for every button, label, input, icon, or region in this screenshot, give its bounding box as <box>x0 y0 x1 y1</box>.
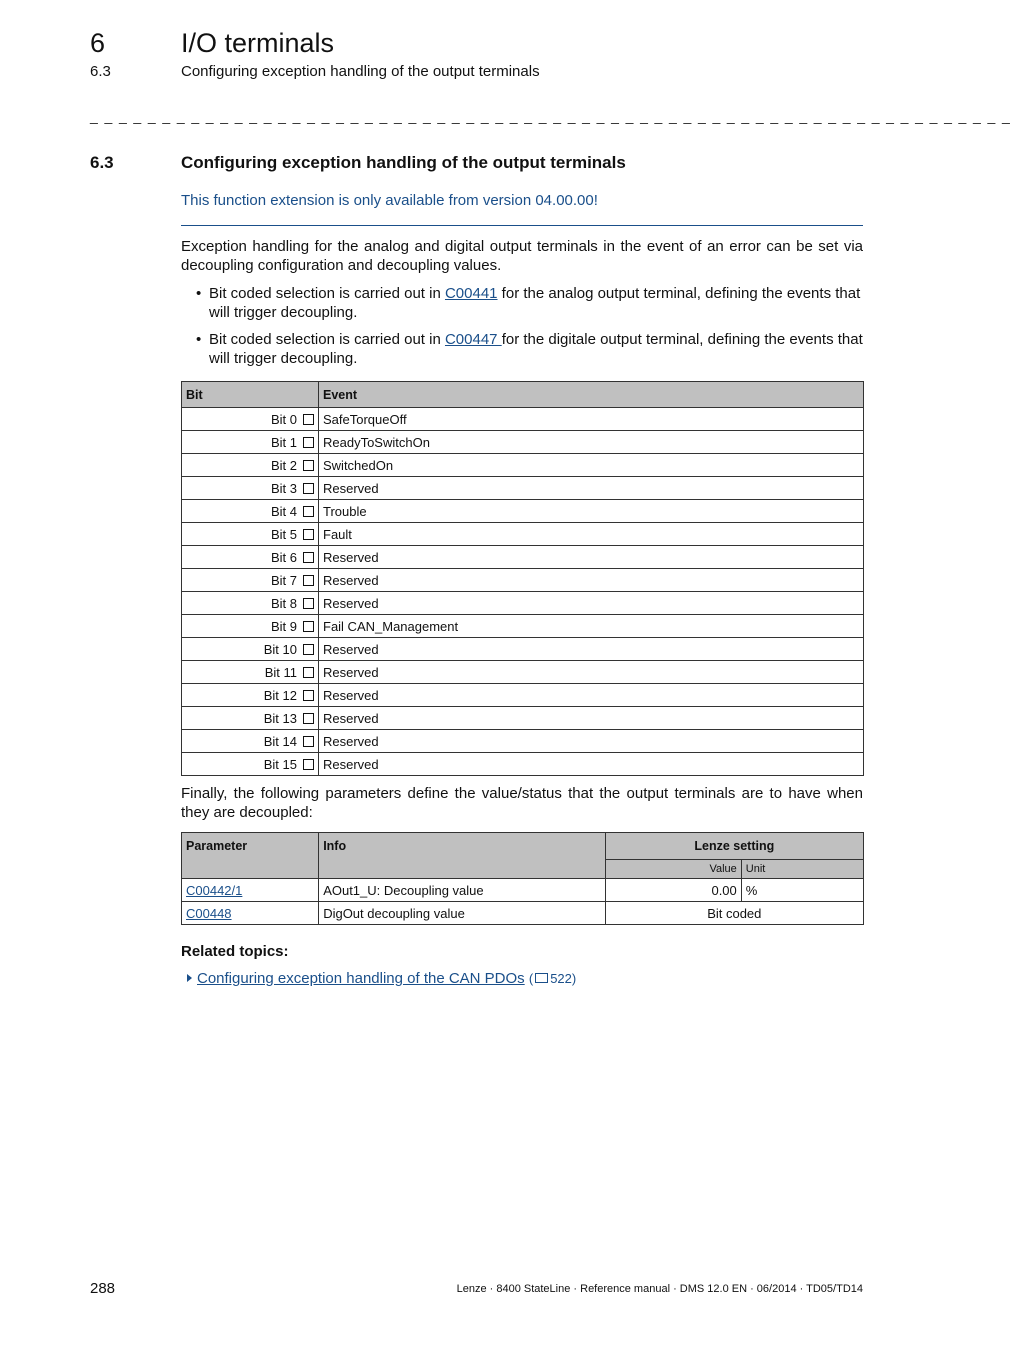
checkbox-icon <box>303 644 314 655</box>
col-header-event: Event <box>319 382 864 408</box>
header-section-title: Configuring exception handling of the output terminals <box>181 63 540 80</box>
bit-cell <box>182 569 319 592</box>
checkbox-icon <box>303 598 314 609</box>
checkbox-icon <box>303 575 314 586</box>
checkbox-icon <box>303 506 314 517</box>
header-separator: _ _ _ _ _ _ _ _ _ _ _ _ _ _ _ _ _ _ _ _ _ _ _ _ _ _ _ _ _ _ _ _ _ _ _ _ _ _ _ _ _ _ _ _ _ _ _ _ _ _ _ _ _ _ _ _ _ _ _ _ _ _ _ _ <box>90 108 1011 124</box>
event-cell: Fail CAN_Management <box>319 615 864 638</box>
finally-paragraph: Finally, the following parameters define the value/status that the output terminals are to have when they are decoupled: <box>181 785 863 821</box>
bit-cell <box>182 592 319 615</box>
chapter-number: 6 <box>90 28 106 58</box>
c00441-link[interactable]: C00441 <box>444 285 498 302</box>
checkbox-icon <box>303 667 314 678</box>
c00448-link[interactable]: C00448 <box>186 905 232 921</box>
version-note: This function extension is only available from version 04.00.00! <box>181 192 598 209</box>
event-cell: Reserved <box>319 569 864 592</box>
bullet-text: Bit coded selection is carried out in C00441 for the analog output terminal, defining the events that will trigger decoupling. <box>209 285 861 321</box>
col-header-lenze-setting: Lenze setting <box>605 833 863 860</box>
bit-cell <box>182 477 319 500</box>
bullet-dot: • <box>196 331 202 348</box>
setting-cell: Bit coded <box>605 902 863 925</box>
bit-label: Bit 8 <box>270 595 297 611</box>
note-divider <box>181 225 863 226</box>
triangle-right-icon <box>187 974 192 982</box>
checkbox-icon <box>303 736 314 747</box>
param-cell <box>182 879 319 902</box>
table-row <box>182 408 864 431</box>
event-cell: Trouble <box>319 500 864 523</box>
bit-label: Bit 1 <box>270 434 297 450</box>
col-header-parameter: Parameter <box>182 833 319 879</box>
footer-text: Lenze · 8400 StateLine · Reference manual · DMS 12.0 EN · 06/2014 · TD05/TD14 <box>456 1283 863 1295</box>
event-cell: SafeTorqueOff <box>319 408 864 431</box>
checkbox-icon <box>303 437 314 448</box>
bit-cell <box>182 730 319 753</box>
table-row <box>182 523 864 546</box>
c00442-1-link[interactable]: C00442/1 <box>186 882 243 898</box>
bit-label: Bit 4 <box>270 503 297 519</box>
bit-label: Bit 10 <box>263 641 297 657</box>
section-number: 6.3 <box>90 153 114 172</box>
header-section-number: 6.3 <box>90 63 111 80</box>
chapter-title: I/O terminals <box>181 28 335 58</box>
bit-label: Bit 13 <box>263 710 297 726</box>
col-header-unit: Unit <box>741 860 863 879</box>
checkbox-icon <box>303 414 314 425</box>
bit-label: Bit 12 <box>263 687 297 703</box>
event-cell: SwitchedOn <box>319 454 864 477</box>
checkbox-icon <box>303 621 314 632</box>
checkbox-icon <box>303 529 314 540</box>
related-topics-heading: Related topics: <box>181 943 289 960</box>
c00447-link[interactable]: C00447 <box>444 331 502 348</box>
col-header-info: Info <box>319 833 605 879</box>
bit-cell <box>182 753 319 776</box>
table-row <box>182 638 864 661</box>
bit-cell <box>182 523 319 546</box>
bullet-dot: • <box>196 285 202 302</box>
bullet-text: Bit coded selection is carried out in C00447 for the digitale output terminal, defining the events that will trigger decoupling. <box>209 331 863 367</box>
bit-label: Bit 3 <box>270 480 297 496</box>
event-cell: Reserved <box>319 730 864 753</box>
table-row <box>182 500 864 523</box>
bit-cell <box>182 408 319 431</box>
bit-label: Bit 9 <box>270 618 297 634</box>
intro-paragraph: Exception handling for the analog and digital output terminals in the event of an error can be set via decoupling configuration and decoupling values. <box>181 238 863 274</box>
bit-cell <box>182 546 319 569</box>
param-cell <box>182 902 319 925</box>
event-cell: Fault <box>319 523 864 546</box>
col-header-value: Value <box>605 860 741 879</box>
bit-label: Bit 5 <box>270 526 297 542</box>
event-cell: Reserved <box>319 638 864 661</box>
table-row <box>182 707 864 730</box>
bit-cell <box>182 500 319 523</box>
table-row <box>182 902 864 925</box>
table-row <box>182 592 864 615</box>
event-cell: ReadyToSwitchOn <box>319 431 864 454</box>
table-row <box>182 431 864 454</box>
info-cell: DigOut decoupling value <box>319 902 605 925</box>
page-reference[interactable]: ( 522) <box>528 971 577 986</box>
checkbox-icon <box>303 483 314 494</box>
table-row <box>182 569 864 592</box>
table-row <box>182 879 864 902</box>
bit-event-table <box>181 381 864 776</box>
checkbox-icon <box>303 759 314 770</box>
table-row <box>182 730 864 753</box>
checkbox-icon <box>303 460 314 471</box>
bit-label: Bit 7 <box>270 572 297 588</box>
event-cell: Reserved <box>319 661 864 684</box>
table-row <box>182 753 864 776</box>
bit-label: Bit 2 <box>270 457 297 473</box>
section-heading: Configuring exception handling of the output terminals <box>181 153 626 172</box>
info-cell: AOut1_U: Decoupling value <box>319 879 605 902</box>
table-row <box>182 615 864 638</box>
checkbox-icon <box>303 690 314 701</box>
event-cell: Reserved <box>319 707 864 730</box>
table-row <box>182 454 864 477</box>
event-cell: Reserved <box>319 753 864 776</box>
parameter-table <box>181 832 864 925</box>
event-cell: Reserved <box>319 592 864 615</box>
bit-cell <box>182 454 319 477</box>
bit-cell <box>182 707 319 730</box>
event-cell: Reserved <box>319 546 864 569</box>
bit-cell <box>182 661 319 684</box>
bit-label: Bit 0 <box>270 411 297 427</box>
table-row <box>182 661 864 684</box>
col-header-bit: Bit <box>182 382 319 408</box>
value-cell: 0.00 <box>605 879 741 902</box>
book-icon <box>535 973 548 983</box>
bit-cell <box>182 638 319 661</box>
bit-label: Bit 15 <box>263 756 297 772</box>
related-topic-item <box>187 970 576 987</box>
bit-label: Bit 14 <box>263 733 297 749</box>
bit-cell <box>182 431 319 454</box>
table-row <box>182 477 864 500</box>
bit-cell <box>182 684 319 707</box>
bit-cell <box>182 615 319 638</box>
table-row <box>182 684 864 707</box>
table-row <box>182 546 864 569</box>
page-number: 288 <box>90 1280 116 1297</box>
event-cell: Reserved <box>319 684 864 707</box>
bit-label: Bit 11 <box>264 664 297 680</box>
checkbox-icon <box>303 713 314 724</box>
event-cell: Reserved <box>319 477 864 500</box>
unit-cell: % <box>741 879 863 902</box>
bit-label: Bit 6 <box>270 549 297 565</box>
checkbox-icon <box>303 552 314 563</box>
can-pdos-link[interactable]: Configuring exception handling of the CAN PDOs <box>197 970 525 987</box>
